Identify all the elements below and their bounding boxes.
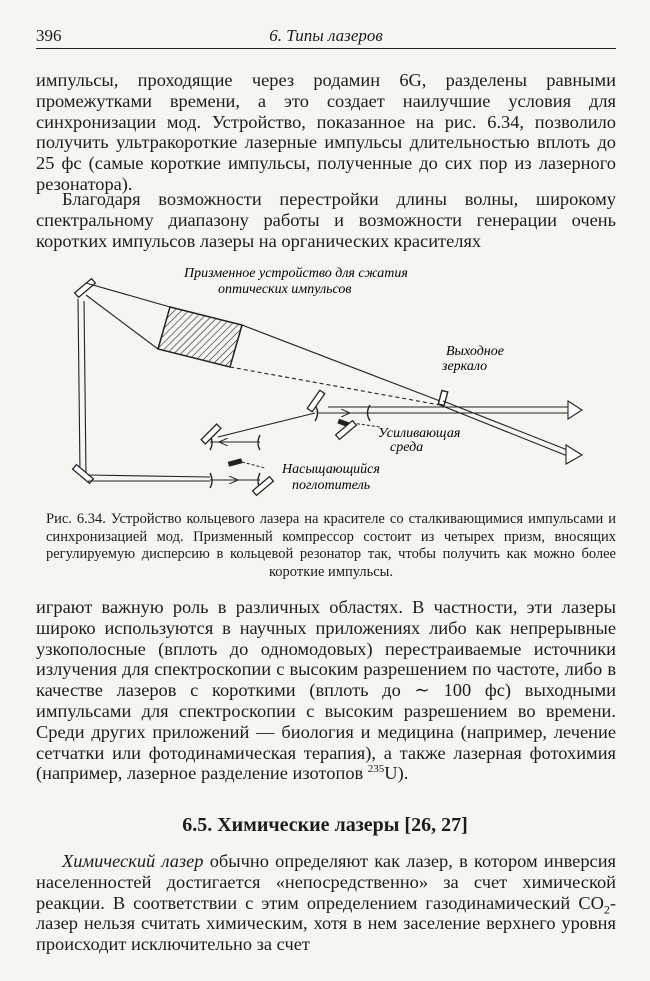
paragraph-2: Благодаря возможности перестройки длины волны, широкому спектральному диапазону работы и возможности генерации очень коротких импульсов лазеры на органических красителях — [36, 189, 616, 251]
paragraph-1: импульсы, проходящие через родамин 6G, разделены равными промежутками времени, а это создает наилучшие условия для синхронизации мод. Устройство, показанное на рис. 6.34, позволило получить ультракороткие лазерные импульсы длительностью вплоть до 25 фс (самые короткие импульсы, полученные до сих пор из лазерного резонатора). — [36, 70, 616, 194]
label-output-mirror-1: Выходное — [446, 344, 504, 359]
output-arrow-upper — [568, 401, 582, 419]
figure-6-34 — [60, 255, 600, 505]
label-gain-2: среда — [390, 440, 424, 455]
label-compressor-2: оптических импульсов — [218, 282, 352, 297]
output-arrow-lower — [566, 445, 582, 464]
paragraph-4: Химический лазер обычно определяют как лазер, в котором инверсия населенностей достигается «непосредственно» за счет химической реакции. В соответствии с этим определением газодинамический $CO_2$-лазер нельзя считать химическим, хотя в нем заселение верхнего уровня происходит исключительно за счет — [36, 851, 617, 955]
absorber-cavity — [210, 435, 265, 488]
mirror-top-left — [75, 279, 96, 298]
mirror-absorber-left — [201, 424, 221, 444]
running-title: 6. Типы лазеров — [269, 26, 383, 45]
output-mirror — [438, 390, 447, 405]
label-absorber-1: Насыщающийся — [282, 462, 380, 477]
label-gain-1: Усиливающая — [378, 426, 461, 441]
page-number: 396 — [36, 26, 62, 45]
label-absorber-2: поглотитель — [292, 478, 371, 493]
saturable-absorber-jet — [228, 458, 243, 466]
prism-compressor — [158, 307, 242, 367]
label-compressor-1: Призменное устройство для сжатия — [184, 266, 408, 281]
paragraph-3: играют важную роль в различных областях. В частности, эти лазеры широко используются в научных приложениях либо как непрерывные узкополосные (вплоть до одномодовых) перестраиваемые источники излучения для спектроскопии с высоким разрешением по частоте, либо в качестве лазеров с короткими (вплоть до ∼ 100 фс) выходными импульсами для спектроскопии с высоким разрешением во времени. Среди других приложений — биология и медицина (например, лечение сетчатки или фотодинамическая терапия), а также лазерная фотохимия (например, лазерное разделение изотопов $^{235}$U). — [36, 597, 616, 784]
page-header — [36, 22, 616, 49]
section-heading: 6.5. Химические лазеры [26, 27] — [182, 814, 468, 836]
figure-caption: Рис. 6.34. Устройство кольцевого лазера на красителе со сталкивающимися импульсами и синхронизацией мод. Призменный компрессор состоит из четырех призм, вносящих регулируемую дисперсию в кольцевой резонатор так, чтобы получить как можно более короткие импульсы. — [46, 511, 616, 580]
mirror-absorber-right — [253, 477, 274, 496]
label-output-mirror-2: зеркало — [442, 359, 488, 374]
ring-laser-diagram — [60, 255, 600, 505]
